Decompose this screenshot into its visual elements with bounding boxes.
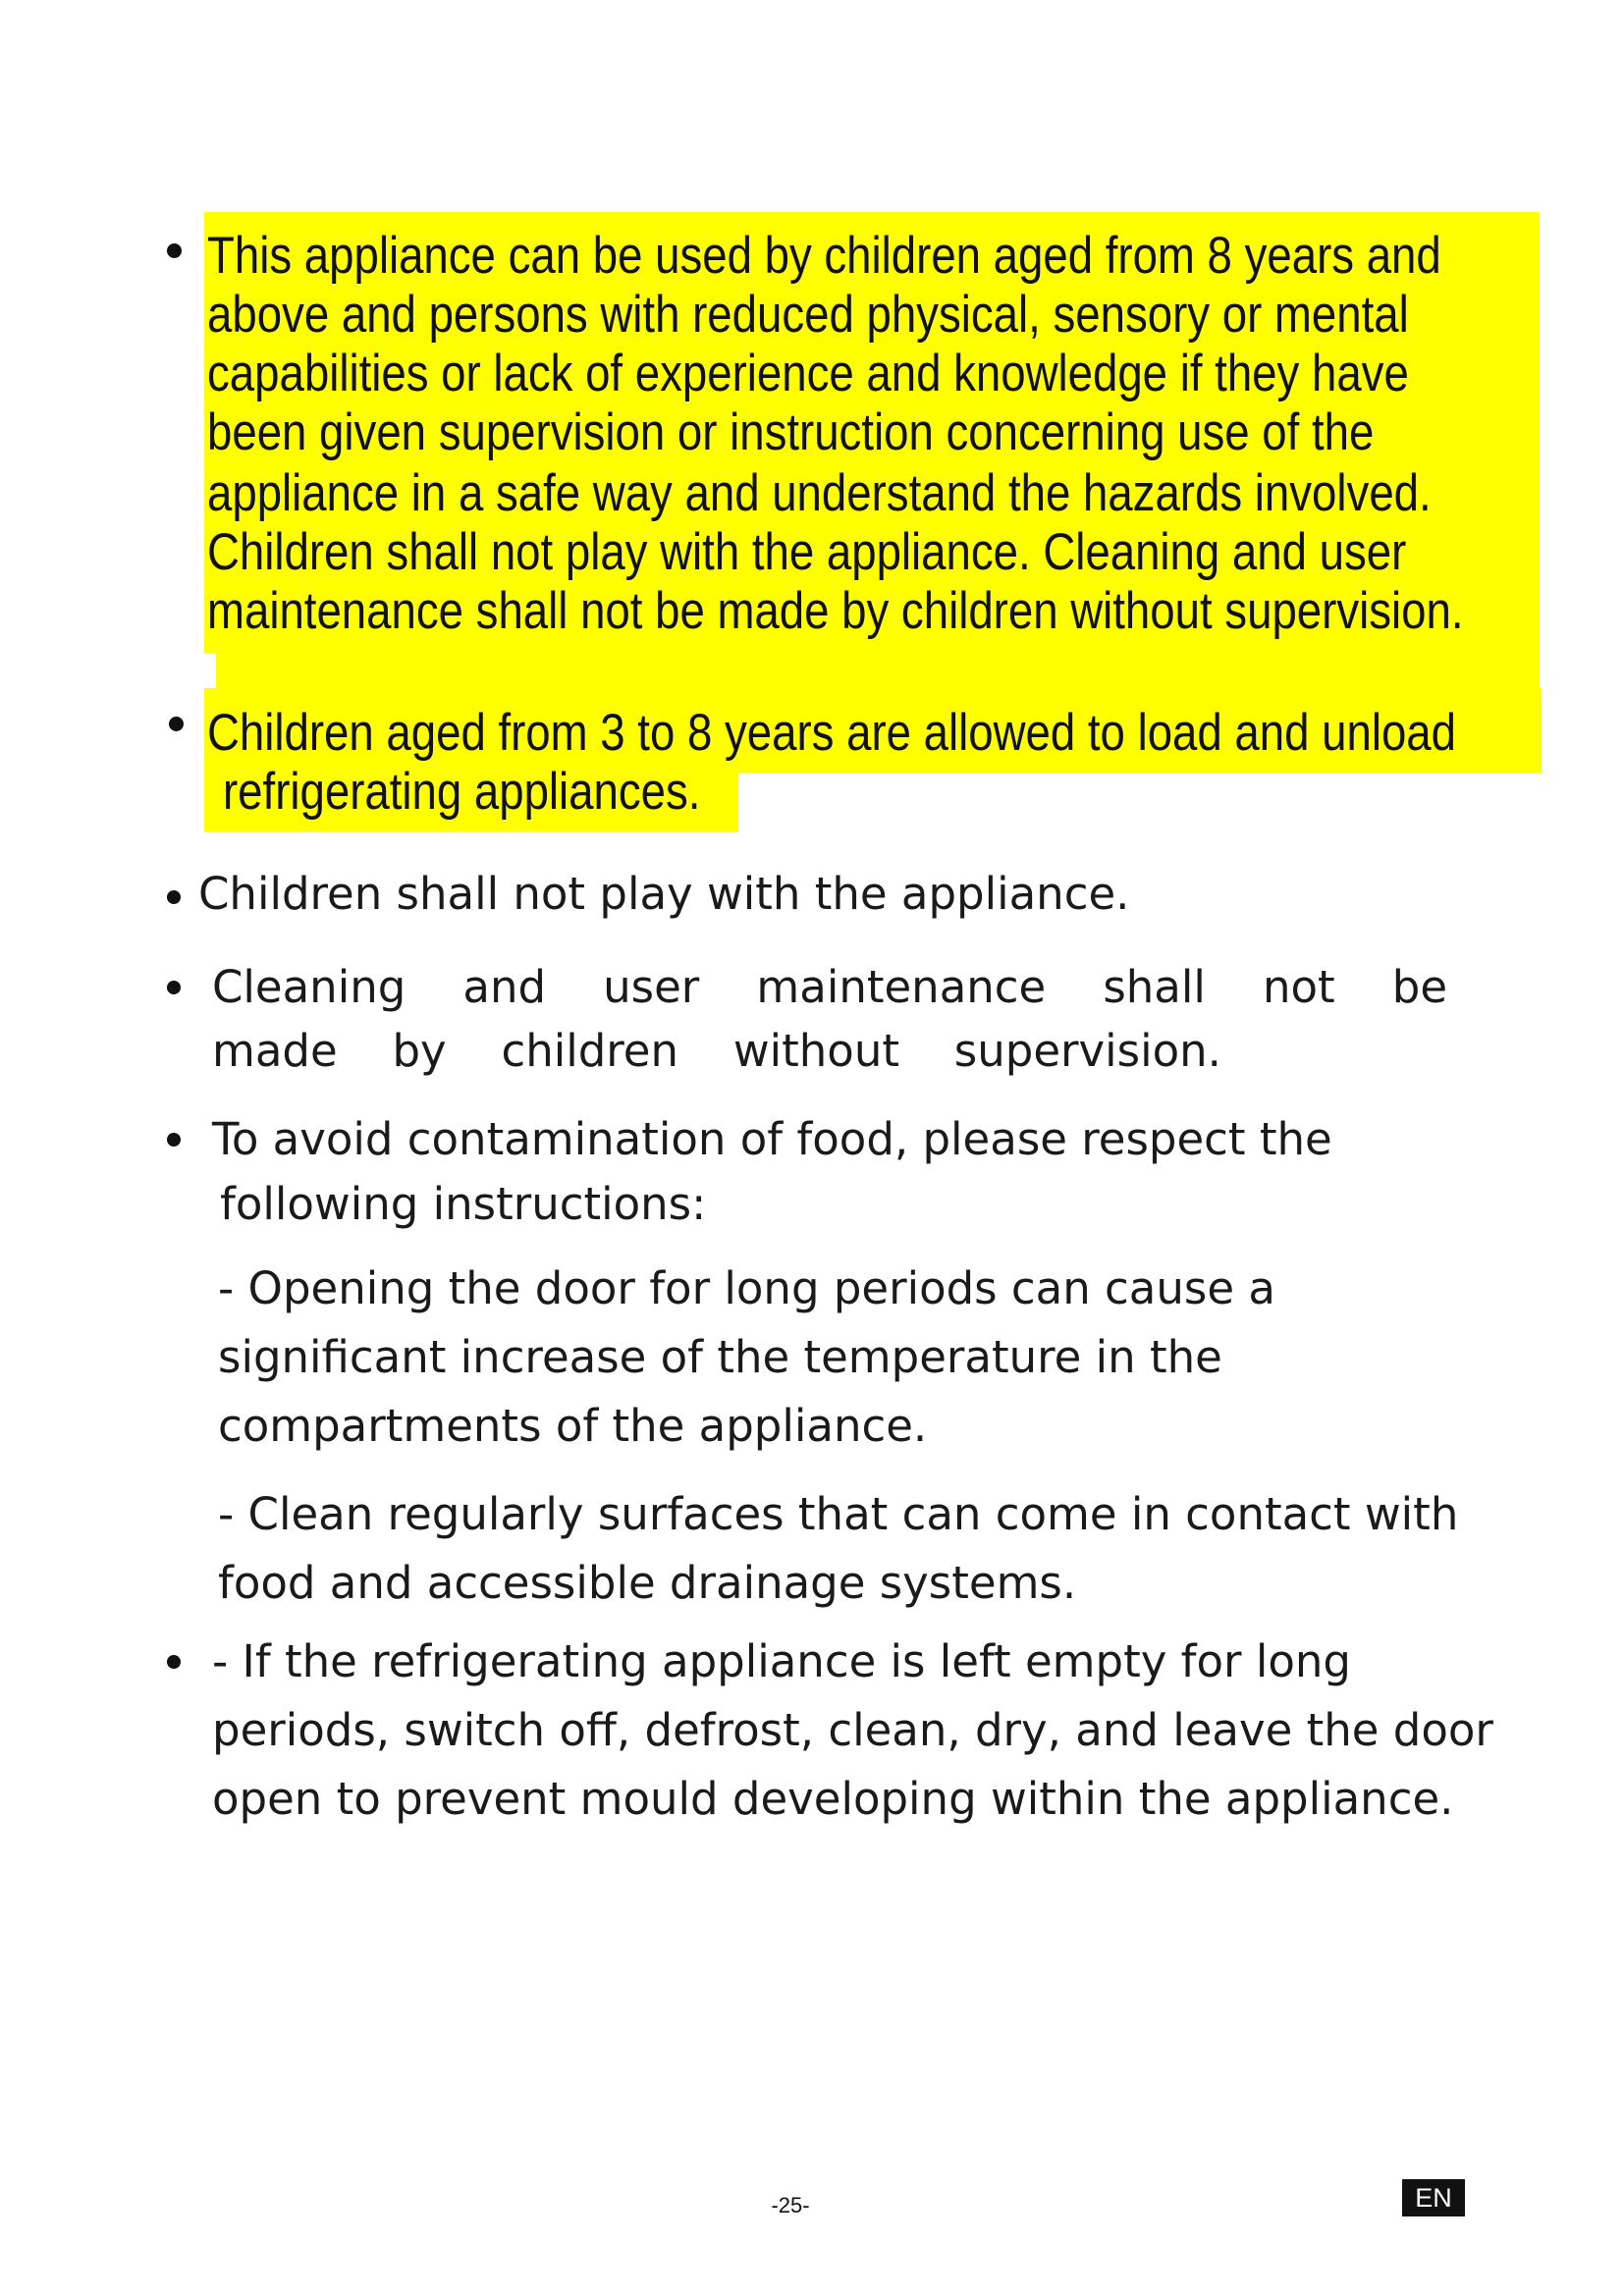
highlight-gap-strip (216, 654, 1540, 688)
section-1-line-2: above and persons with reduced physical, sensory or mental (207, 286, 1409, 344)
section-4-word: not (1262, 961, 1335, 1013)
section-4-word: maintenance (756, 961, 1047, 1013)
section-4-word: shall (1103, 961, 1206, 1013)
section-3-text: Children shall not play with the appliance. (198, 868, 1130, 920)
section-5-line-2: following instructions: (220, 1178, 707, 1230)
section-2-line-2: refrigerating appliances. (223, 763, 701, 821)
section-4-word: without (732, 1025, 899, 1077)
section-6-line-3: open to prevent mould developing within the appliance. (212, 1773, 1454, 1825)
section-1-line-3: capabilities or lack of experience and knowledge if they have (207, 345, 1409, 402)
bullet-section-3 (167, 890, 181, 904)
section-1-line-6: Children shall not play with the appliance. Cleaning and user (207, 523, 1407, 581)
section-5-sub-1-line-1: - Opening the door for long periods can cause a (218, 1262, 1275, 1314)
section-4-word: be (1391, 961, 1447, 1013)
bullet-section-1 (167, 243, 182, 258)
bullet-section-2 (169, 717, 184, 731)
section-5-sub-2-line-1: - Clean regularly surfaces that can come in contact with (218, 1488, 1459, 1540)
section-4-word: by (392, 1025, 447, 1077)
section-1-line-7: maintenance shall not be made by children without supervision. (207, 582, 1464, 640)
language-badge: EN (1402, 2179, 1465, 2216)
section-6-line-2: periods, switch off, defrost, clean, dry, and leave the door (212, 1704, 1493, 1756)
section-5-sub-2-line-2: food and accessible drainage systems. (218, 1557, 1077, 1609)
bullet-section-4 (167, 981, 181, 994)
section-4-word: supervision. (953, 1025, 1221, 1077)
section-4-line-2 (212, 1025, 1221, 1077)
bullet-section-6 (167, 1655, 181, 1669)
section-4-word: and (462, 961, 547, 1013)
section-4-line-1 (212, 961, 1447, 1013)
section-1-line-4: been given supervision or instruction concerning use of the (207, 403, 1375, 461)
section-5-sub-1-line-3: compartments of the appliance. (218, 1400, 928, 1452)
section-1-line-1: This appliance can be used by children aged from 8 years and (207, 227, 1441, 285)
section-1-line-5: appliance in a safe way and understand the hazards involved. (207, 464, 1432, 522)
section-4-word: user (603, 961, 700, 1013)
page-number: -25- (771, 2193, 810, 2217)
section-5-line-1: To avoid contamination of food, please respect the (212, 1113, 1332, 1165)
section-6-line-1: - If the refrigerating appliance is left empty for long (212, 1635, 1351, 1687)
section-4-word: made (212, 1025, 338, 1077)
section-4-word: children (501, 1025, 679, 1077)
section-5-sub-1-line-2: significant increase of the temperature in the (218, 1331, 1222, 1383)
section-2-line-1: Children aged from 3 to 8 years are allowed to load and unload (207, 704, 1456, 762)
bullet-section-5 (167, 1133, 181, 1147)
section-4-word: Cleaning (212, 961, 406, 1013)
